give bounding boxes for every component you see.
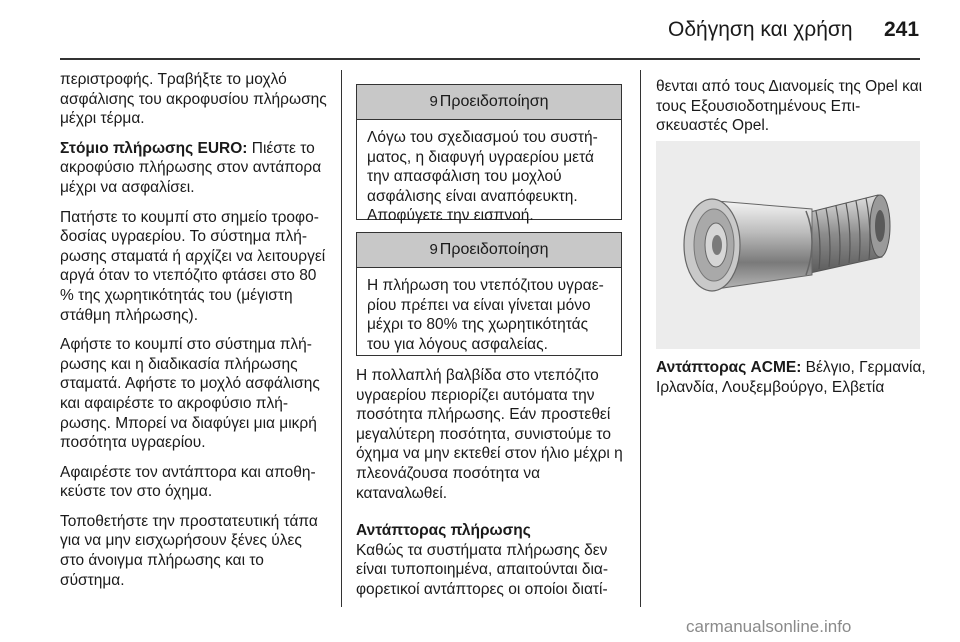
col1-paragraph-2 [60, 139, 328, 198]
col1-paragraph-3: Πατήστε το κουμπί στο σημείο τροφοδοσίας υγραερίου. Το σύστημα πλήρωσης σταματά ή αρχίζει να λειτουργεί αργά όταν το ντεπόζιτο φτάσει στο 80 % της χωρητικότητάς του (μέγιστη στάθμη πλήρωσης). [60, 208, 326, 324]
col2-paragraph-1: Η πολλαπλή βαλβίδα στο ντεπόζιτο υγραερίου περιορίζει αυτόματα την ποσότητα πλήρωσης. Εάν προστεθεί μεγαλύτερη ποσότητα, συνιστούμε το όχημα να μην εκτεθεί στον ήλιο μέχρι η πλεονάζουσα ποσότητα να καταναλωθεί. [356, 367, 623, 502]
column-divider-right [640, 70, 641, 607]
acme-adapter-image [656, 141, 920, 349]
section-heading-filling-adapter: Αντάπτορας πλήρωσης [356, 522, 531, 540]
page-number: 241 [884, 18, 920, 41]
warning-triangle-icon: 9 [429, 93, 438, 110]
col1-paragraph-1: περιστροφής. Τραβήξτε το μοχλό ασφάλισης του ακροφυσίου πλήρωσης μέχρι τέρμα. [60, 71, 327, 128]
col2-paragraph-2: Καθώς τα συστήματα πλήρωσης δεν είναι τυποποιημένα, απαιτούνται διαφορετικοί αντάπτορες οι οποίοι διατί- [356, 541, 609, 598]
col1-paragraph-6: Τοποθετήστε την προστατευτική τάπα για να μην εισχωρήσουν ξένες ύλες στο άνοιγμα πλήρωσης και το σύστημα. [60, 512, 318, 589]
warning-triangle-icon: 9 [429, 241, 438, 258]
caption-text: Βέλγιο, Γερμανία, Ιρλανδία, Λουξεμβούργο, Ελβετία [656, 359, 926, 396]
col1-paragraph-4: Αφήστε το κουμπί στο σύστημα πλήρωσης και η διαδικασία πλήρωσης σταματά. Αφήστε το μοχλό ασφάλισης και αφαιρέστε το ακροφύσιο πλήρωσης. Μπορεί να διαφύγει μια μικρή ποσότητα υγραερίου. [60, 336, 320, 452]
header-rule [60, 58, 920, 60]
warning-body: Λόγω του σχεδιασμού του συστήματος, η διαφυγή υγραερίου μετά την απασφάλιση του μοχλού ασφάλισης είναι αναπόφευκτη. Αποφύγετε την εισπνοή. [367, 129, 598, 225]
column-1 [60, 70, 328, 600]
warning-box-2 [356, 232, 622, 356]
col3-paragraph-1: θενται από τους Διανομείς της Opel και τους Εξουσιοδοτημένους Επισκευαστές Opel. [656, 78, 923, 135]
warning-body: Η πλήρωση του ντεπόζιτου υγραερίου πρέπει να είναι γίνεται μόνο μέχρι το 80% της χωρητικότητάς του για λόγους ασφαλείας. [367, 277, 604, 353]
warning-header [357, 233, 621, 268]
warning-box-1 [356, 84, 622, 225]
watermark: carmanualsonline.info [686, 617, 852, 636]
col1-paragraph-5: Αφαιρέστε τον αντάπτορα και αποθηκεύστε τον στο όχημα. [60, 463, 316, 501]
caption-label: Αντάπτορας ACME: [656, 359, 802, 376]
column-3 [656, 77, 924, 146]
column-divider-left [341, 70, 342, 607]
euro-nozzle-label: Στόμιο πλήρωσης EURO: [60, 139, 248, 157]
column-2 [356, 366, 626, 610]
warning-title: Προειδοποίηση [439, 93, 549, 110]
warning-header [357, 85, 621, 120]
figure-caption [656, 358, 926, 397]
adapter-illustration [656, 141, 920, 349]
page-header-title: Οδήγηση και χρήση [668, 18, 853, 41]
euro-nozzle-text: Πιέστε το ακροφύσιο πλήρωσης στον αντάπορα μέχρι να ασφαλίσει. [60, 139, 322, 196]
warning-title: Προειδοποίηση [439, 241, 549, 258]
